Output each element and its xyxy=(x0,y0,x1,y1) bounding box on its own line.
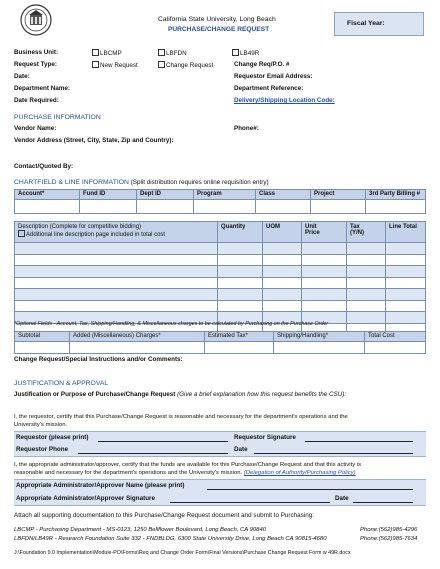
department-reference-label: Department Reference: xyxy=(234,85,304,92)
university-name: California State University, Long Beach xyxy=(158,16,276,23)
table-cell[interactable] xyxy=(386,277,426,289)
table-row xyxy=(15,266,426,278)
col-line-total: Line Total xyxy=(386,222,426,243)
requestor-certify-1: I, the requestor, certify that this Purchase/Change Request is reasonable and necessary for the department's operations and the xyxy=(14,414,348,420)
vendor-address-label: Vendor Address (Street, City, State, Zip and Country): xyxy=(14,137,174,144)
approver-name-field[interactable] xyxy=(207,489,413,490)
checkbox-icon[interactable] xyxy=(18,230,25,237)
bu-option-label: LBCMP xyxy=(100,50,122,57)
description-header-label: Description (Complete for competitive bidding) xyxy=(18,224,142,230)
purpose-hint: (Give a brief explanation how this request benefits the CSU): xyxy=(177,391,347,398)
chartfield-note: (Split distribution requires online requisition entry) xyxy=(130,179,269,186)
table-cell[interactable] xyxy=(386,289,426,301)
table-cell[interactable] xyxy=(302,300,347,312)
checkbox-icon[interactable] xyxy=(158,61,165,68)
approver-date-label: Date xyxy=(335,495,349,502)
approver-certify-2: reasonable and necessary for the department's operations and the University's mission. xyxy=(14,470,243,476)
fiscal-year-label: Fiscal Year: xyxy=(347,20,385,27)
table-row xyxy=(15,300,426,312)
additional-page-option[interactable] xyxy=(18,232,165,238)
table-cell[interactable] xyxy=(386,254,426,266)
purpose-label: Justification or Purpose of Purchase/Change Request xyxy=(14,391,176,398)
table-cell[interactable] xyxy=(366,199,426,213)
table-cell[interactable] xyxy=(347,277,386,289)
requestor-date-label: Date xyxy=(234,446,248,453)
table-cell[interactable] xyxy=(194,199,256,213)
justification-heading: JUSTIFICATION & APPROVAL xyxy=(14,380,109,387)
approver-signature-field[interactable] xyxy=(170,502,330,503)
table-cell[interactable] xyxy=(347,312,386,324)
table-cell[interactable] xyxy=(263,266,302,278)
requestor-certify-2: University's mission. xyxy=(14,422,68,428)
contact-label: Contact/Quoted By: xyxy=(14,163,74,170)
table-row xyxy=(15,277,426,289)
table-cell[interactable] xyxy=(218,277,263,289)
delivery-location-link[interactable]: Delivery/Shipping Location Code: xyxy=(234,97,335,104)
col-quantity: Quantity xyxy=(218,222,263,243)
col-program: Program xyxy=(194,190,256,200)
checkbox-icon[interactable] xyxy=(158,49,165,56)
type-option-label: Change Request xyxy=(166,62,214,69)
table-cell[interactable] xyxy=(256,199,311,213)
table-cell[interactable] xyxy=(218,289,263,301)
purchase-info-heading: PURCHASE INFORMATION xyxy=(14,114,101,121)
vendor-name-label: Vendor Name: xyxy=(14,125,57,132)
table-cell[interactable] xyxy=(347,243,386,255)
table-cell[interactable] xyxy=(347,254,386,266)
requestor-phone-label: Requestor Phone xyxy=(16,446,69,453)
table-cell[interactable] xyxy=(15,341,70,353)
checkbox-icon[interactable] xyxy=(92,61,99,68)
col-tax-yn-label: (Y/N) xyxy=(350,230,364,236)
col-account: Account* xyxy=(15,190,80,200)
col-subtotal: Subtotal xyxy=(15,332,70,342)
table-cell[interactable] xyxy=(386,266,426,278)
chartfield-title: CHARTFIELD & LINE INFORMATION xyxy=(14,179,129,186)
fiscal-year-box[interactable] xyxy=(334,12,424,36)
checkbox-icon[interactable] xyxy=(92,49,99,56)
request-type-label: Request Type: xyxy=(14,61,57,68)
table-cell[interactable] xyxy=(15,300,218,312)
table-cell[interactable] xyxy=(274,341,365,353)
change-req-label: Change Req/P.O. # xyxy=(234,61,290,68)
table-cell[interactable] xyxy=(218,254,263,266)
table-cell[interactable] xyxy=(263,289,302,301)
table-row xyxy=(15,243,426,255)
table-cell[interactable] xyxy=(302,277,347,289)
table-cell[interactable] xyxy=(347,300,386,312)
approver-name-label: Appropriate Administrator/Approver Name (please print) xyxy=(16,482,185,489)
department-name-label: Department Name: xyxy=(14,85,70,92)
requestor-phone-field[interactable] xyxy=(78,453,228,454)
col-tax xyxy=(347,222,386,243)
table-cell[interactable] xyxy=(80,199,137,213)
table-cell[interactable] xyxy=(15,277,218,289)
col-class: Class xyxy=(256,190,311,200)
approver-certify-line-2 xyxy=(14,469,356,477)
col-unit-price xyxy=(302,222,347,243)
university-seal-logo xyxy=(20,4,52,36)
table-cell[interactable] xyxy=(302,254,347,266)
requestor-email-label: Requestor Email Address: xyxy=(234,73,313,80)
date-label: Date: xyxy=(14,73,30,80)
table-cell[interactable] xyxy=(302,266,347,278)
table-cell[interactable] xyxy=(347,266,386,278)
table-cell[interactable] xyxy=(218,300,263,312)
col-misc-charges: Added (Miscellaneous) Charges* xyxy=(70,332,205,342)
col-description xyxy=(15,222,218,243)
approver-date-field[interactable] xyxy=(353,502,413,503)
table-cell[interactable] xyxy=(311,199,366,213)
bu-option-lb49r[interactable] xyxy=(232,49,259,58)
table-cell[interactable] xyxy=(386,243,426,255)
table-cell[interactable] xyxy=(302,289,347,301)
date-required-label: Date Required: xyxy=(14,97,59,104)
table-cell[interactable] xyxy=(365,341,426,353)
table-cell[interactable] xyxy=(263,243,302,255)
delegation-link[interactable]: (Delegation of Authority/Purchasing Policy) xyxy=(243,470,356,476)
col-total-cost: Total Cost xyxy=(365,332,426,342)
col-price-label: Price xyxy=(305,230,320,236)
table-cell[interactable] xyxy=(15,199,80,213)
col-shipping: Shipping/Handling* xyxy=(274,332,365,342)
business-unit-label: Business Unit: xyxy=(14,49,59,56)
requestor-signature-label: Requestor Signature xyxy=(234,434,296,441)
foundation-address: LBFDN/LB49R - Research Foundation Suite 332 - FNDBLDG, 6300 State University Drive, Long Beach CA 90815-4680 xyxy=(14,536,327,542)
table-cell[interactable] xyxy=(218,266,263,278)
type-option-change[interactable] xyxy=(158,61,213,70)
special-instructions-label: Change Request/Special Instructions and/or Comments: xyxy=(14,356,183,363)
type-option-label: New Request xyxy=(100,62,138,69)
col-estimated-tax: Estimated Tax* xyxy=(205,332,274,342)
phone-label: Phone#: xyxy=(234,125,259,132)
col-unit-label: Unit xyxy=(305,224,317,230)
table-cell[interactable] xyxy=(15,266,218,278)
chartfield-table xyxy=(14,189,426,214)
form-title: PURCHASE/CHANGE REQUEST xyxy=(168,26,270,33)
table-cell[interactable] xyxy=(302,243,347,255)
chartfield-heading xyxy=(14,179,269,187)
table-cell[interactable] xyxy=(15,254,218,266)
attach-note: Attach all supporting documentation to this Purchase/Change Request document and submit to Purchasing: xyxy=(14,512,314,519)
requestor-print-label: Requestor (please print) xyxy=(16,434,89,441)
requestor-signature-field[interactable] xyxy=(305,441,413,442)
approver-certify-1: I, the appropriate administrator/approver, certify that the funds are available for this Purchase/Change Request and that this activity is xyxy=(14,462,362,468)
table-cell[interactable] xyxy=(205,341,274,353)
col-dept-id: Dept ID xyxy=(137,190,194,200)
col-uom: UOM xyxy=(263,222,302,243)
table-row xyxy=(15,254,426,266)
bu-option-lbcmp[interactable] xyxy=(92,49,122,58)
requestor-print-field[interactable] xyxy=(98,441,228,442)
col-third-party: 3rd Party Billing # xyxy=(366,190,426,200)
totals-table xyxy=(14,331,426,354)
col-tax-label: Tax xyxy=(350,224,360,230)
col-fund-id: Fund ID xyxy=(80,190,137,200)
type-option-new[interactable] xyxy=(92,61,138,70)
table-cell[interactable] xyxy=(263,277,302,289)
checkbox-icon[interactable] xyxy=(232,49,239,56)
table-cell[interactable] xyxy=(218,243,263,255)
bu-option-label: LB49R xyxy=(240,50,260,57)
table-cell[interactable] xyxy=(263,254,302,266)
lbcmp-phone: Phone:(562)985-4296 xyxy=(360,527,418,533)
purpose-line xyxy=(14,391,346,399)
additional-page-label: Additional line description page included in total cost xyxy=(26,232,166,238)
table-cell[interactable] xyxy=(15,243,218,255)
line-items-table xyxy=(14,221,426,335)
table-cell[interactable] xyxy=(386,312,426,324)
bu-option-lbfdn[interactable] xyxy=(158,49,187,58)
table-cell[interactable] xyxy=(70,341,205,353)
col-project: Project xyxy=(311,190,366,200)
file-path: J:\Foundation 9.0 Implementation\Module-PO\Forms\Req and Change Order Form\Final Versions\Purchase Change Request Form w 49R.docx xyxy=(14,550,351,556)
table-cell[interactable] xyxy=(15,289,218,301)
table-cell[interactable] xyxy=(347,289,386,301)
bu-option-label: LBFDN xyxy=(166,50,187,57)
requestor-date-field[interactable] xyxy=(254,453,413,454)
lbcmp-address: LBCMP - Purchasing Department - MS-0123, 1250 Bellflower Boulevard, Long Beach, CA 90840 xyxy=(14,527,267,533)
optional-fields-note: *Optional Fields - Account, Tax, Shipping/Handling, & Miscellaneous charges to be calculated by Purchasing on the Purchase Order xyxy=(14,321,329,327)
table-row xyxy=(15,289,426,301)
table-cell[interactable] xyxy=(386,300,426,312)
table-cell[interactable] xyxy=(263,300,302,312)
approver-signature-label: Appropriate Administrator/Approver Signature xyxy=(16,495,156,502)
table-cell[interactable] xyxy=(137,199,194,213)
foundation-phone: Phone:(562)985-7634 xyxy=(360,536,418,542)
